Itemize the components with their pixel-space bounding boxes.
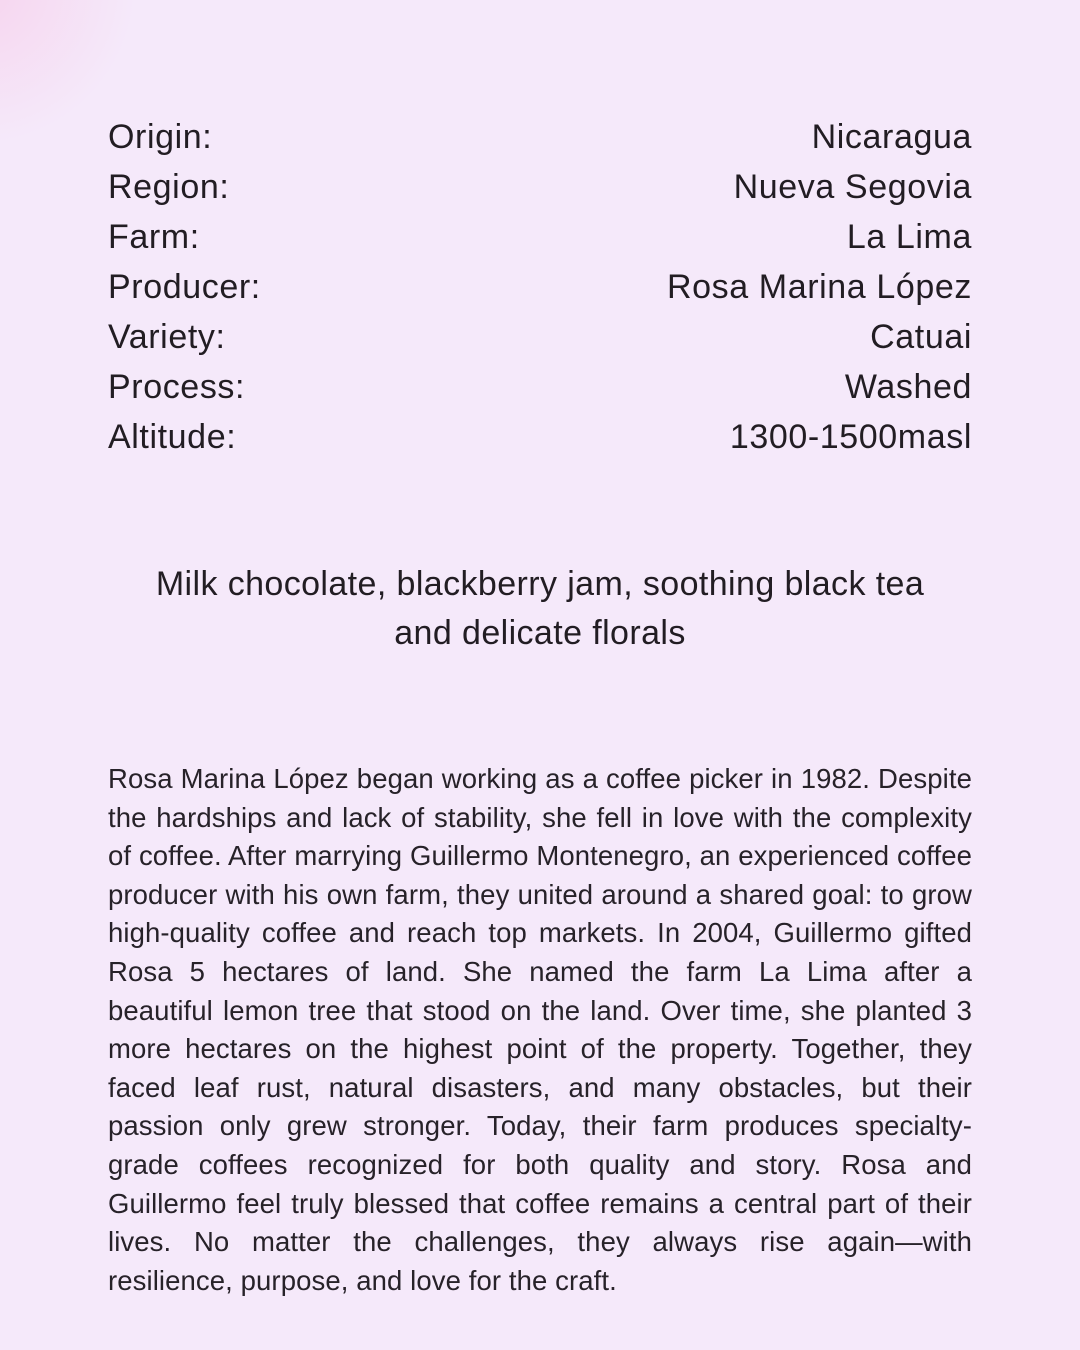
spec-value-region: Nueva Segovia	[733, 168, 972, 206]
spec-value-altitude: 1300-1500masl	[729, 418, 972, 456]
spec-label-origin: Origin:	[108, 118, 213, 156]
spec-row-variety	[108, 312, 972, 362]
spec-row-altitude	[108, 412, 972, 462]
spec-row-region	[108, 162, 972, 212]
spec-value-origin: Nicaragua	[811, 118, 972, 156]
spec-label-producer: Producer:	[108, 268, 261, 306]
spec-value-variety: Catuai	[870, 318, 972, 356]
spec-value-producer: Rosa Marina López	[666, 268, 972, 306]
spec-value-process: Washed	[844, 368, 972, 406]
spec-value-farm: La Lima	[846, 218, 972, 256]
spec-label-process: Process:	[108, 368, 246, 406]
spec-label-altitude: Altitude:	[108, 418, 237, 456]
tasting-notes: Milk chocolate, blackberry jam, soothing black tea and delicate florals	[155, 565, 925, 652]
story-paragraph: Rosa Marina López began working as a coffee picker in 1982. Despite the hardships and lack of stability, she fell in love with the complexity of coffee. After marrying Guillermo Montenegro, an experienced coffee producer with his own farm, they united around a shared goal: to grow high-quality coffee and reach top markets. In 2004, Guillermo gifted Rosa 5 hectares of land. She named the farm La Lima after a beautiful lemon tree that stood on the land. Over time, she planted 3 more hectares on the highest point of the property. Together, they faced leaf rust, natural disasters, and many obstacles, but their passion only grew stronger. Today, their farm produces specialty-grade coffees recognized for both quality and story. Rosa and Guillermo feel truly blessed that coffee remains a central part of their lives. No matter the challenges, they always rise again—with resilience, purpose, and love for the craft.	[108, 763, 972, 1296]
spec-label-farm: Farm:	[108, 218, 200, 256]
coffee-specs-table	[108, 112, 972, 462]
spec-label-variety: Variety:	[108, 318, 226, 356]
spec-row-process	[108, 362, 972, 412]
spec-row-farm	[108, 212, 972, 262]
spec-row-origin	[108, 112, 972, 162]
spec-label-region: Region:	[108, 168, 230, 206]
spec-row-producer	[108, 262, 972, 312]
